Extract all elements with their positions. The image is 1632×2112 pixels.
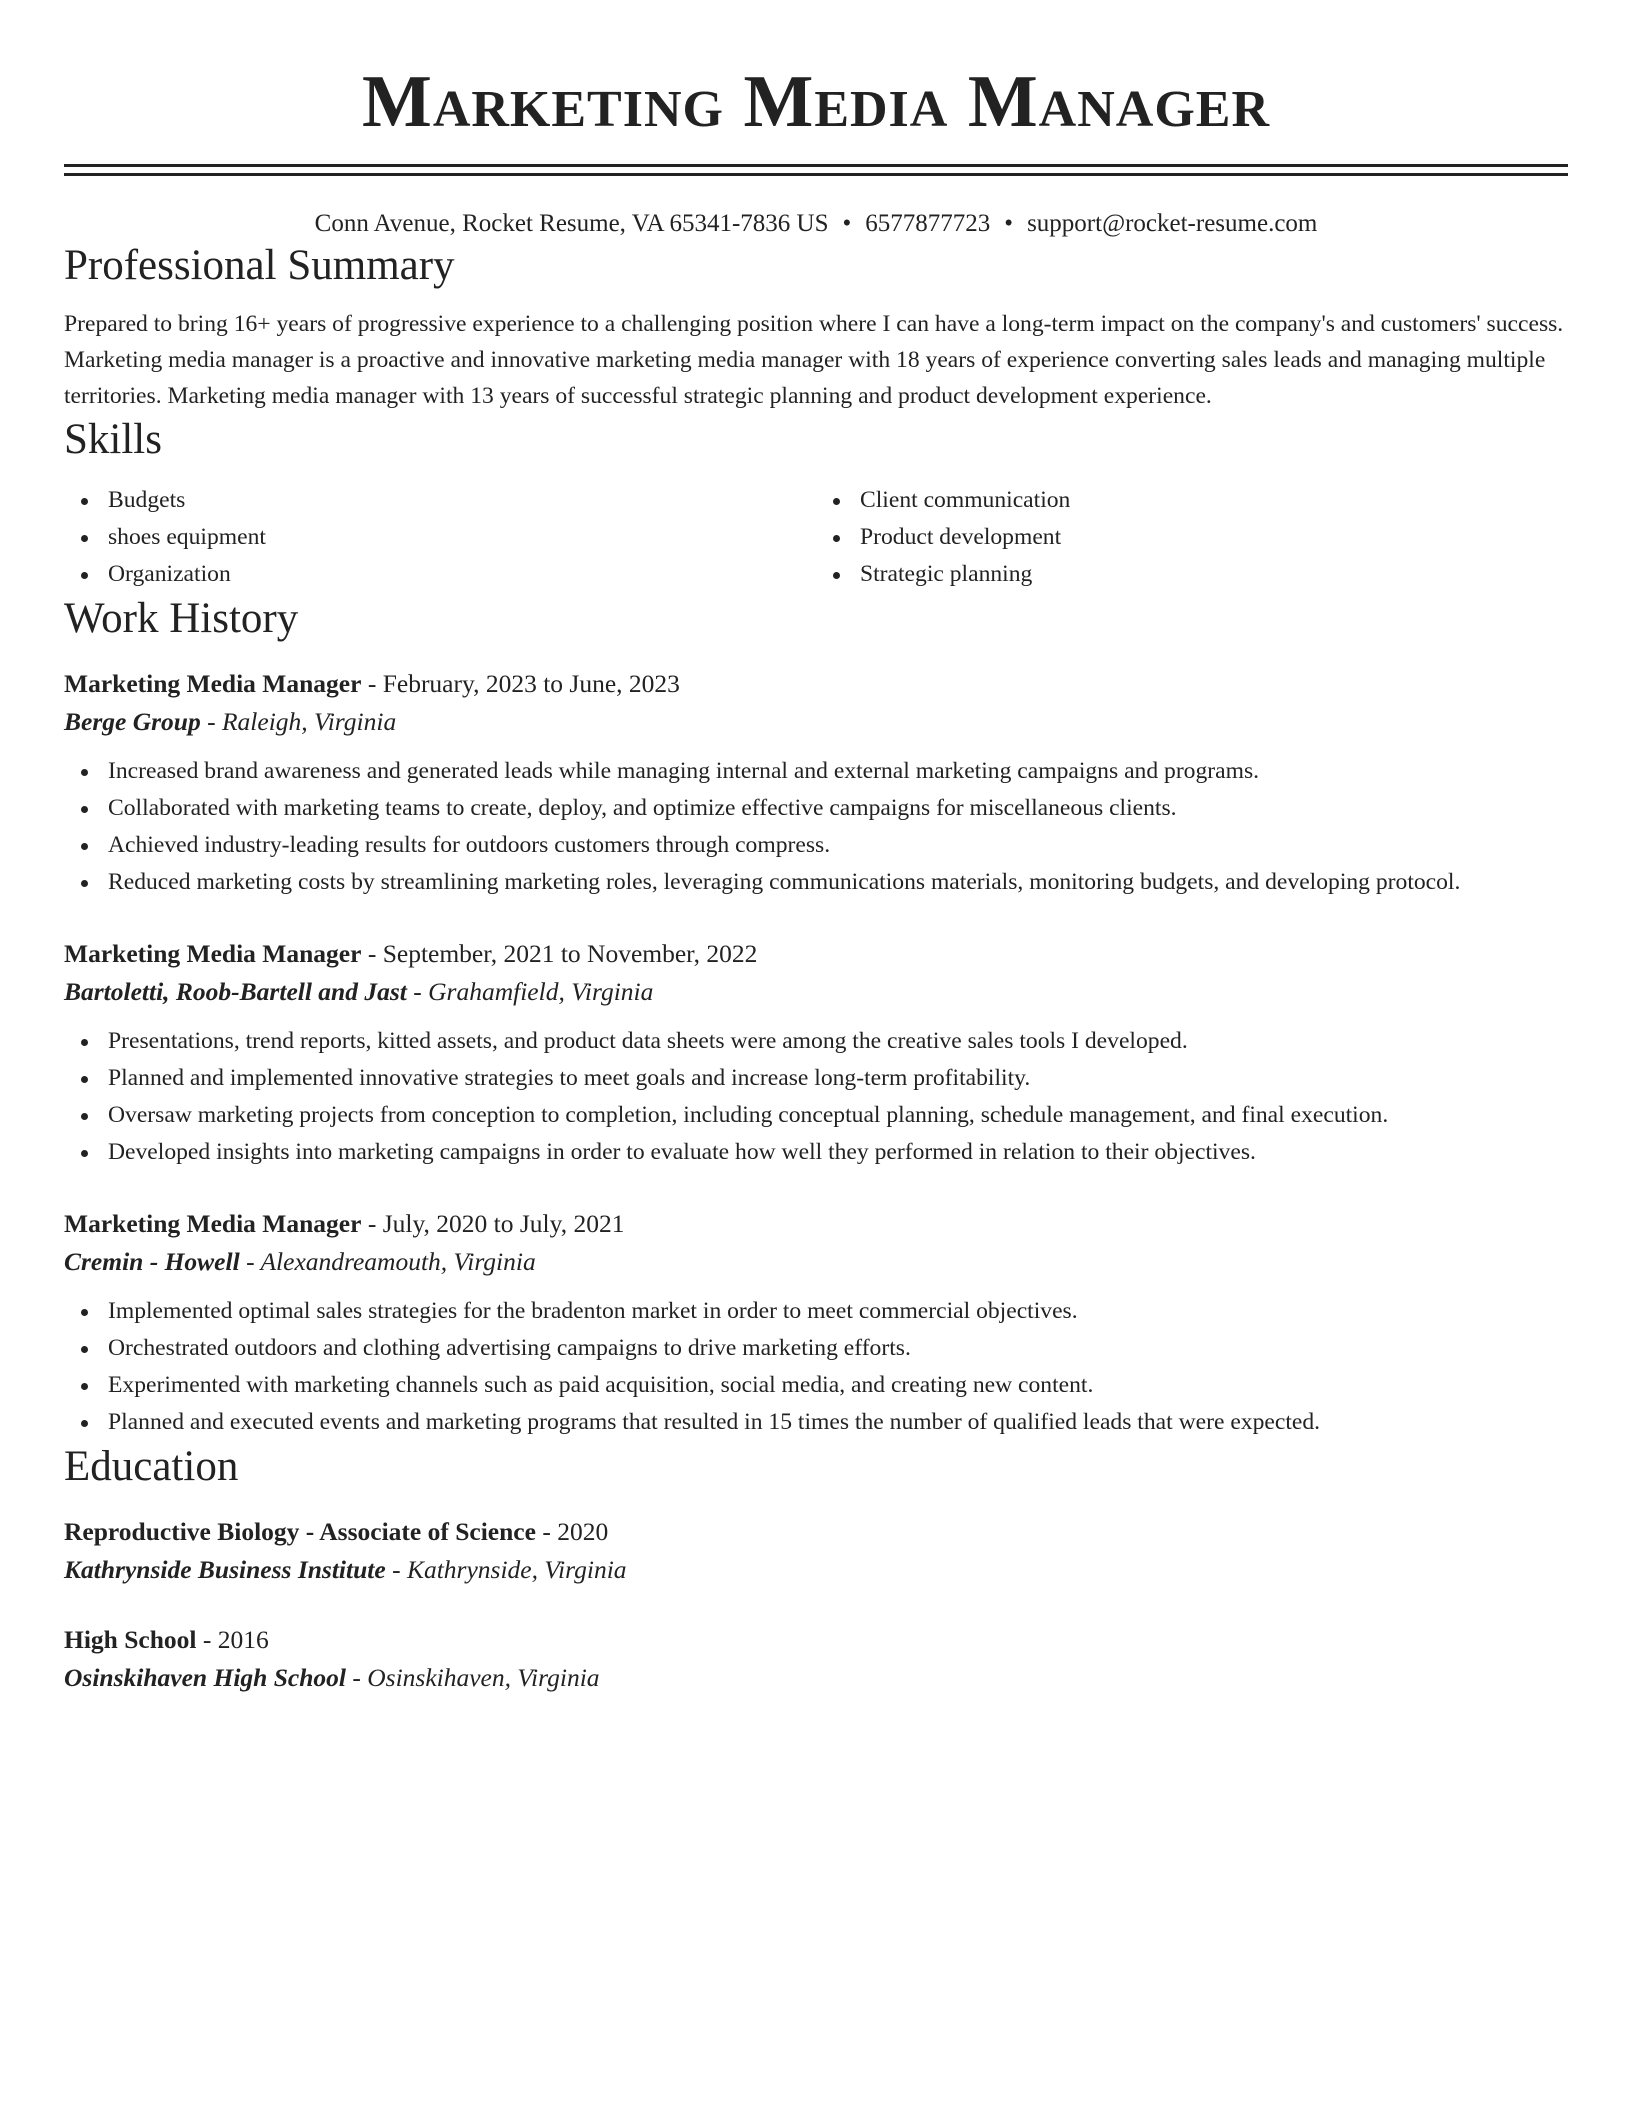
dash: - bbox=[345, 1663, 368, 1692]
school-line bbox=[64, 1659, 1568, 1697]
contact-address: Conn Avenue, Rocket Resume, VA 65341-7836 US bbox=[314, 210, 829, 237]
school-name: Osinskihaven High School bbox=[64, 1663, 346, 1692]
company-line bbox=[64, 1243, 1568, 1281]
skills-column-left bbox=[64, 482, 816, 593]
job-dates: February, 2023 to June, 2023 bbox=[382, 669, 680, 698]
school-location: Kathrynside, Virginia bbox=[406, 1555, 627, 1584]
title-divider-top bbox=[64, 164, 1568, 167]
dash: - bbox=[535, 1517, 558, 1546]
skills-list bbox=[64, 482, 1568, 593]
dash: - bbox=[361, 939, 383, 968]
job-dates: September, 2021 to November, 2022 bbox=[382, 939, 758, 968]
skill-item: Product development bbox=[860, 519, 1568, 556]
graduation-year: 2020 bbox=[557, 1517, 609, 1546]
job-title-line bbox=[64, 935, 1568, 973]
job-bullet: Planned and executed events and marketing programs that resulted in 15 times the number of qualified leads that were expected. bbox=[108, 1404, 1568, 1441]
job-bullets bbox=[64, 1023, 1568, 1171]
job-bullet: Presentations, trend reports, kitted assets, and product data sheets were among the creative sales tools I developed. bbox=[108, 1023, 1568, 1060]
dash: - bbox=[361, 1209, 383, 1238]
education-entry bbox=[64, 1621, 1568, 1697]
job-entry bbox=[64, 935, 1568, 1171]
company-location: Alexandreamouth, Virginia bbox=[260, 1247, 536, 1276]
company-name: Cremin - Howell bbox=[64, 1247, 240, 1276]
job-bullet: Increased brand awareness and generated leads while managing internal and external marketing campaigns and programs. bbox=[108, 753, 1568, 790]
dash: - bbox=[200, 707, 222, 736]
job-dates: July, 2020 to July, 2021 bbox=[382, 1209, 625, 1238]
company-line bbox=[64, 973, 1568, 1011]
contact-phone: 6577877723 bbox=[865, 210, 991, 237]
degree: Reproductive Biology - Associate of Science bbox=[64, 1517, 536, 1546]
job-bullets bbox=[64, 753, 1568, 901]
skill-item: Client communication bbox=[860, 482, 1568, 519]
job-title-line bbox=[64, 1205, 1568, 1243]
dash: - bbox=[196, 1625, 218, 1654]
dash: - bbox=[406, 977, 429, 1006]
company-name: Bartoletti, Roob-Bartell and Jast bbox=[64, 977, 407, 1006]
skill-item: Organization bbox=[108, 556, 816, 593]
job-title: Marketing Media Manager bbox=[64, 1209, 362, 1238]
school-line bbox=[64, 1551, 1568, 1589]
education-heading: Education bbox=[64, 1443, 239, 1490]
degree-line bbox=[64, 1513, 1568, 1551]
resume-title: Marketing Media Manager bbox=[361, 61, 1271, 143]
job-bullet: Collaborated with marketing teams to create, deploy, and optimize effective campaigns for miscellaneous clients. bbox=[108, 790, 1568, 827]
summary-text: Prepared to bring 16+ years of progressive experience to a challenging position where I can have a long-term impact on the company's and customers' success. Marketing media manager is a proactive and innovative marketing media manager with 18 years of experience converting sales leads and managing multiple territories. Marketing media manager with 13 years of successful strategic planning and product development experience. bbox=[64, 311, 1564, 409]
school-name: Kathrynside Business Institute bbox=[64, 1555, 386, 1584]
job-bullet: Oversaw marketing projects from conception to completion, including conceptual planning, schedule management, and final execution. bbox=[108, 1097, 1568, 1134]
skill-item: Budgets bbox=[108, 482, 816, 519]
job-title: Marketing Media Manager bbox=[64, 939, 362, 968]
job-title: Marketing Media Manager bbox=[64, 669, 362, 698]
contact-separator: • bbox=[1004, 210, 1014, 237]
skill-item: shoes equipment bbox=[108, 519, 816, 556]
job-bullet: Orchestrated outdoors and clothing advertising campaigns to drive marketing efforts. bbox=[108, 1330, 1568, 1367]
graduation-year: 2016 bbox=[217, 1625, 269, 1654]
company-line bbox=[64, 703, 1568, 741]
job-title-line bbox=[64, 665, 1568, 703]
dash: - bbox=[361, 669, 383, 698]
skill-item: Strategic planning bbox=[860, 556, 1568, 593]
summary-heading: Professional Summary bbox=[64, 242, 455, 289]
job-bullet: Developed insights into marketing campaigns in order to evaluate how well they performed in relation to their objectives. bbox=[108, 1134, 1568, 1171]
job-entry bbox=[64, 1205, 1568, 1441]
company-location: Raleigh, Virginia bbox=[221, 707, 397, 736]
contact-info bbox=[64, 208, 1568, 240]
contact-separator: • bbox=[842, 210, 852, 237]
job-bullet: Planned and implemented innovative strategies to meet goals and increase long-term profitability. bbox=[108, 1060, 1568, 1097]
job-bullet: Achieved industry-leading results for outdoors customers through compress. bbox=[108, 827, 1568, 864]
job-bullet: Reduced marketing costs by streamlining marketing roles, leveraging communications materials, monitoring budgets, and developing protocol. bbox=[108, 864, 1568, 901]
job-bullet: Experimented with marketing channels such as paid acquisition, social media, and creating new content. bbox=[108, 1367, 1568, 1404]
skills-column-right bbox=[816, 482, 1568, 593]
job-bullets bbox=[64, 1293, 1568, 1441]
dash: - bbox=[385, 1555, 407, 1584]
skills-heading: Skills bbox=[64, 416, 162, 463]
company-name: Berge Group bbox=[64, 707, 201, 736]
degree: High School bbox=[64, 1625, 197, 1654]
degree-line bbox=[64, 1621, 1568, 1659]
school-location: Osinskihaven, Virginia bbox=[367, 1663, 600, 1692]
contact-email: support@rocket-resume.com bbox=[1027, 210, 1318, 237]
dash: - bbox=[239, 1247, 261, 1276]
job-entry bbox=[64, 665, 1568, 901]
job-bullet: Implemented optimal sales strategies for the bradenton market in order to meet commercial objectives. bbox=[108, 1293, 1568, 1330]
work-history-heading: Work History bbox=[64, 595, 299, 642]
education-entry bbox=[64, 1513, 1568, 1589]
company-location: Grahamfield, Virginia bbox=[428, 977, 654, 1006]
title-divider-bottom bbox=[64, 173, 1568, 176]
